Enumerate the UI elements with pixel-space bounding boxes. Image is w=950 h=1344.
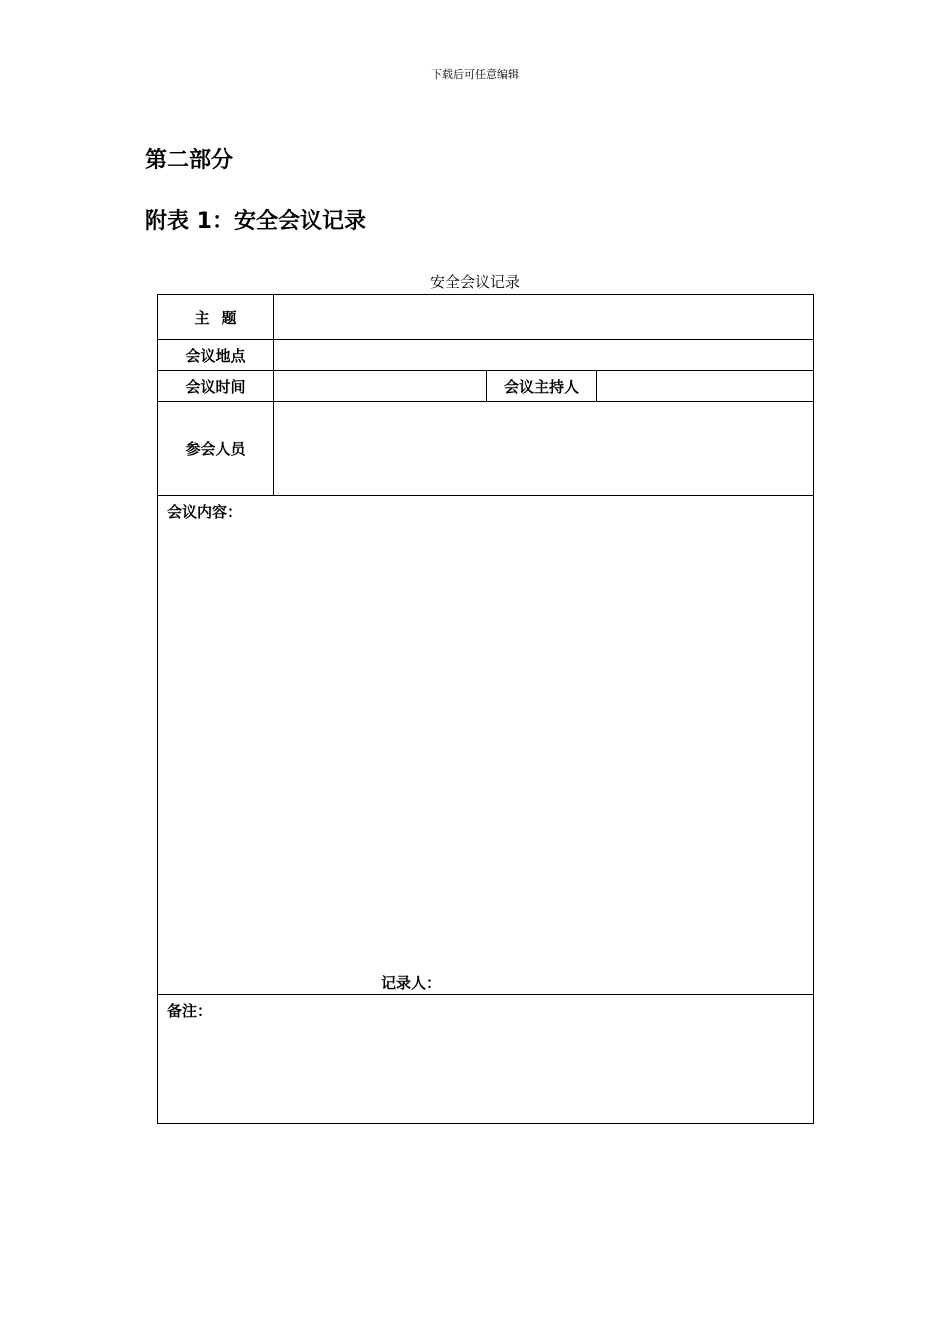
location-field[interactable] [274, 340, 814, 370]
section-title: 第二部分 [145, 148, 234, 173]
location-label: 会议地点 [185, 346, 246, 365]
location-label-cell [158, 340, 273, 370]
time-label-cell [158, 371, 273, 401]
table-caption: 安全会议记录 [429, 273, 520, 291]
notes-label: 备注： [167, 1002, 213, 1020]
topic-label-cell [158, 295, 273, 339]
topic-field[interactable] [274, 295, 814, 339]
attendees-label: 参会人员 [185, 440, 246, 458]
attendees-field[interactable] [274, 402, 814, 495]
time-field[interactable] [274, 371, 486, 401]
time-label: 会议时间 [185, 377, 246, 396]
notes-field[interactable] [158, 995, 814, 1124]
header-note: 下载后可任意编辑 [431, 68, 519, 81]
host-label: 会议主持人 [503, 377, 579, 396]
topic-label: 主题 [194, 308, 249, 327]
appendix-title: 附表 1：安全会议记录 [145, 209, 366, 234]
recorder-label: 记录人： [381, 974, 442, 992]
attendees-label-cell [158, 402, 273, 495]
host-label-cell [487, 371, 596, 401]
meeting-record-form [157, 294, 814, 1124]
host-field[interactable] [597, 371, 814, 401]
content-label: 会议内容： [167, 503, 243, 521]
content-field[interactable] [158, 496, 814, 994]
